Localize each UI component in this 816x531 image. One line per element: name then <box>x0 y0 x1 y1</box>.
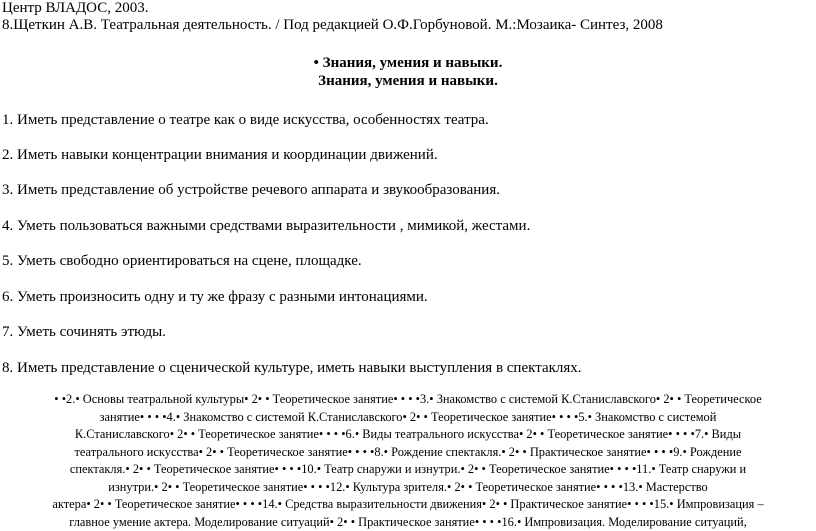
reference-line-publisher: Центр ВЛАДОС, 2003. <box>2 0 148 17</box>
reference-line-book: 8.Щеткин А.В. Театральная деятельность. / Под редакцией О.Ф.Горбуновой. М.:Мозаика- Синтез, 2008 <box>2 17 663 34</box>
course-plan-line: актера• 2• • Теоретическое занятие• • • •14.• Средства выразительности движения• 2• • Практическое занятие• • • •15.• Импровизация – <box>0 496 816 514</box>
course-plan-text <box>0 391 816 531</box>
course-plan-line: изнутри.• 2• • Теоретическое занятие• • • •12.• Культура зрителя.• 2• • Теоретическое занятие• • • •13.• Мастерство <box>0 479 816 497</box>
course-plan-line: спектакля.• 2• • Теоретическое занятие• • • •10.• Театр снаружи и изнутри.• 2• • Теоретическое занятие• • • •11.• Театр снаружи и <box>0 461 816 479</box>
skill-item-2: 2. Иметь навыки концентрации внимания и координации движений. <box>2 147 438 164</box>
skill-item-4: 4. Уметь пользоваться важными средствами выразительности , мимикой, жестами. <box>2 218 530 235</box>
course-plan-line: театрального искусства• 2• • Теоретическое занятие• • • •8.• Рождение спектакля.• 2• • Практическое занятие• • • •9.• Рождение <box>0 444 816 462</box>
course-plan-line: занятие• • • •4.• Знакомство с системой К.Станиславского• 2• • Теоретическое занятие• • • •5.• Знакомство с системой <box>0 409 816 427</box>
skill-item-1: 1. Иметь представление о театре как о виде искусства, особенностях театра. <box>2 112 489 129</box>
skill-item-7: 7. Уметь сочинять этюды. <box>2 324 166 341</box>
course-plan-line: главное умение актера. Моделирование ситуаций• 2• • Практическое занятие• • • •16.• Импровизация. Моделирование ситуаций, <box>0 514 816 531</box>
skill-item-6: 6. Уметь произносить одну и ту же фразу с разными интонациями. <box>2 289 428 306</box>
section-title-bulleted: • Знания, умения и навыки. <box>0 55 816 72</box>
skill-item-3: 3. Иметь представление об устройстве речевого аппарата и звукообразования. <box>2 182 500 199</box>
course-plan-line: К.Станиславского• 2• • Теоретическое занятие• • • •6.• Виды театрального искусства• 2• • Теоретическое занятие• • • •7.• Виды <box>0 426 816 444</box>
course-plan-line: • •2.• Основы театральной культуры• 2• • Теоретическое занятие• • • •3.• Знакомство с системой К.Станиславского• 2• • Теоретическое <box>0 391 816 409</box>
skill-item-5: 5. Уметь свободно ориентироваться на сцене, площадке. <box>2 253 362 270</box>
section-title: Знания, умения и навыки. <box>0 73 816 90</box>
skill-item-8: 8. Иметь представление о сценической культуре, иметь навыки выступления в спектаклях. <box>2 360 582 377</box>
